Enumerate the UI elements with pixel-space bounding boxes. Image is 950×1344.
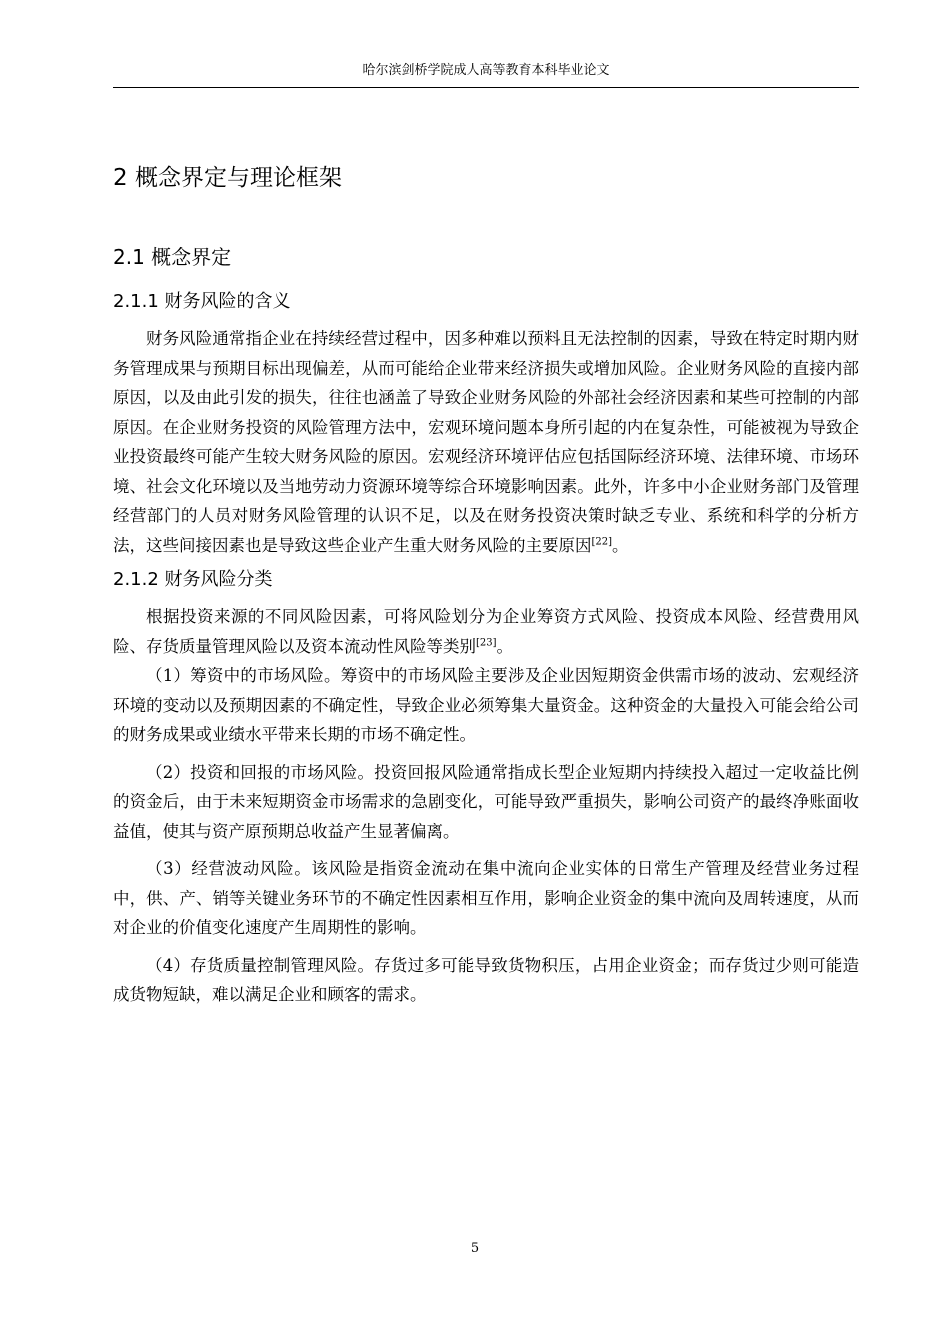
- risk-item-investment: （2）投资和回报的市场风险。投资回报风险通常指成长型企业短期内持续投入超过一定收益比例的资金后，由于未来短期资金市场需求的急剧变化，可能导致严重损失，影响公司资产的最终净账面收益值，使其与资产原预期总收益产生显著偏离。: [113, 762, 859, 841]
- section-2-1-2-title: 2.1.2 财务风险分类: [113, 569, 273, 590]
- financial-risk-definition-paragraph: [113, 324, 859, 560]
- citation-22: [22]: [591, 536, 613, 547]
- paragraph-text: 根据投资来源的不同风险因素，可将风险划分为企业筹资方式风险、投资成本风险、经营费用风险、存货质量管理风险以及资本流动性风险等类别: [113, 607, 859, 656]
- chapter-title: 2 概念界定与理论框架: [113, 165, 342, 191]
- running-header: 哈尔滨剑桥学院成人高等教育本科毕业论文: [362, 63, 610, 78]
- section-2-1-title: 2.1 概念界定: [113, 245, 232, 269]
- paragraph-text: 财务风险通常指企业在持续经营过程中，因多种难以预料且无法控制的因素，导致在特定时期内财务管理成果与预期目标出现偏差，从而可能给企业带来经济损失或增加风险。企业财务风险的直接内部原因，以及由此引发的损失，往往也涵盖了导致企业财务风险的外部社会经济因素和某些可控制的内部原因。在企业财务投资的风险管理方法中，宏观环境问题本身所引起的内在复杂性，可能被视为导致企业投资最终可能产生较大财务风险的原因。宏观经济环境评估应包括国际经济环境、法律环境、市场环境、社会文化环境以及当地劳动力资源环境等综合环境影响因素。此外，许多中小企业财务部门及管理经营部门的人员对财务风险管理的认识不足，以及在财务投资决策时缺乏专业、系统和科学的分析方法，这些间接因素也是导致这些企业产生重大财务风险的主要原因: [113, 329, 859, 555]
- risk-item-inventory: （4）存货质量控制管理风险。存货过多可能导致货物积压，占用企业资金；而存货过少则可能造成货物短缺，难以满足企业和顾客的需求。: [113, 955, 859, 1004]
- risk-classification-intro: [113, 602, 859, 661]
- risk-item-financing: （1）筹资中的市场风险。筹资中的市场风险主要涉及企业因短期资金供需市场的波动、宏观经济环境的变动以及预期因素的不确定性，导致企业必须筹集大量资金。这种资金的大量投入可能会给公司的财务成果或业绩水平带来长期的市场不确定性。: [113, 666, 859, 744]
- paragraph-end: 。: [612, 535, 629, 555]
- header-divider: [113, 87, 859, 88]
- citation-23: [23]: [476, 637, 497, 648]
- paragraph-end: 。: [496, 636, 514, 656]
- risk-item-operation: （3）经营波动风险。该风险是指资金流动在集中流向企业实体的日常生产管理及经营业务过程中，供、产、销等关键业务环节的不确定性因素相互作用，影响企业资金的集中流向及周转速度，从而对企业的价值变化速度产生周期性的影响。: [113, 859, 859, 937]
- page-body: [113, 150, 859, 1010]
- section-2-1-1-title: 2.1.1 财务风险的含义: [113, 291, 291, 312]
- page-number: 5: [470, 1241, 480, 1256]
